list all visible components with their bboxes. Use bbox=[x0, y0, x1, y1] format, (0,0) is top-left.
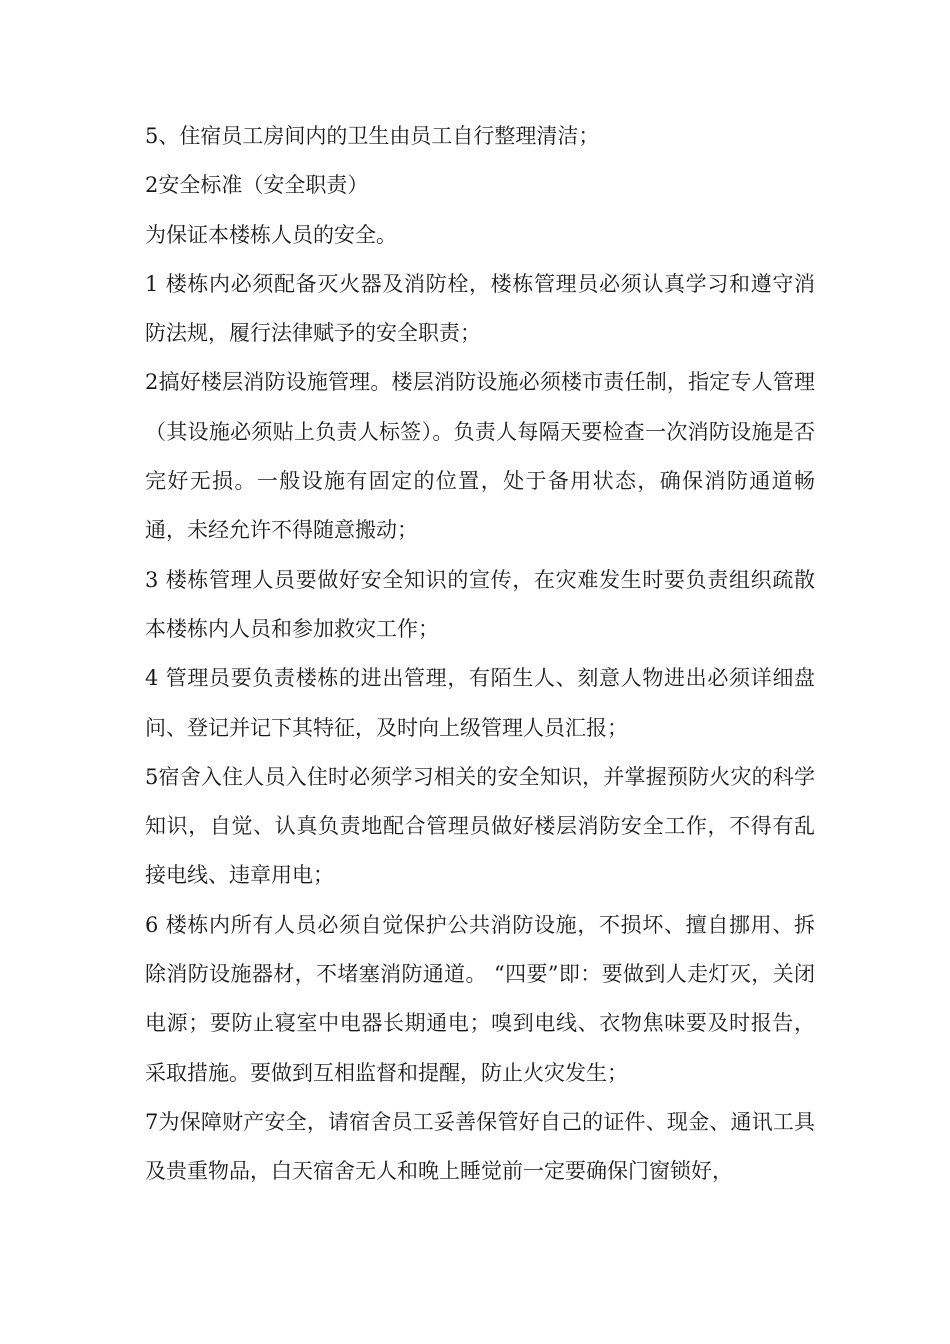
paragraph-rule-3: 3 楼栋管理人员要做好安全知识的宣传，在灾难发生时要负责组织疏散本楼栋内人员和参加救灾工作； bbox=[145, 567, 815, 641]
paragraph-rule-7: 7为保障财产安全，请宿舍员工妥善保管好自己的证件、现金、通讯工具及贵重物品，白天宿舍无人和晚上睡觉前一定要确保门窗锁好， bbox=[145, 1109, 815, 1184]
document-body bbox=[145, 112, 815, 1197]
paragraph-rule-4: 4 管理员要负责楼栋的进出管理，有陌生人、刻意人物进出必须详细盘问、登记并记下其特征，及时向上级管理人员汇报； bbox=[145, 666, 815, 740]
section-heading-safety-standard: 2安全标准（安全职责） bbox=[145, 173, 369, 198]
paragraph-rule-1: 1 楼栋内必须配备灭火器及消防栓，楼栋管理员必须认真学习和遵守消防法规，履行法律赋予的安全职责； bbox=[145, 271, 815, 346]
paragraph-rule-2: 2搞好楼层消防设施管理。楼层消防设施必须楼市责任制，指定专人管理（其设施必须贴上负责人标签）。负责人每隔天要检查一次消防设施是否完好无损。一般设施有固定的位置，处于备用状态，确保消防通道畅通，未经允许不得随意搬动； bbox=[145, 370, 815, 543]
paragraph-hygiene-rule: 5、住宿员工房间内的卫生由员工自行整理清洁； bbox=[145, 124, 600, 148]
paragraph-safety-intro: 为保证本楼栋人员的安全。 bbox=[145, 222, 397, 247]
paragraph-rule-5: 5宿舍入住人员入住时必须学习相关的安全知识，并掌握预防火灾的科学知识，自觉、认真负责地配合管理员做好楼层消防安全工作，不得有乱接电线、违章用电； bbox=[145, 764, 815, 888]
paragraph-rule-6: 6 楼栋内所有人员必须自觉保护公共消防设施，不损坏、擅自挪用、拆除消防设施器材，不堵塞消防通道。 “四要”即：要做到人走灯灭，关闭电源；要防止寝室中电器长期通电；嗅到电线、衣物焦味要及时报告，采取措施。要做到互相监督和提醒，防止火灾发生； bbox=[145, 912, 815, 1085]
